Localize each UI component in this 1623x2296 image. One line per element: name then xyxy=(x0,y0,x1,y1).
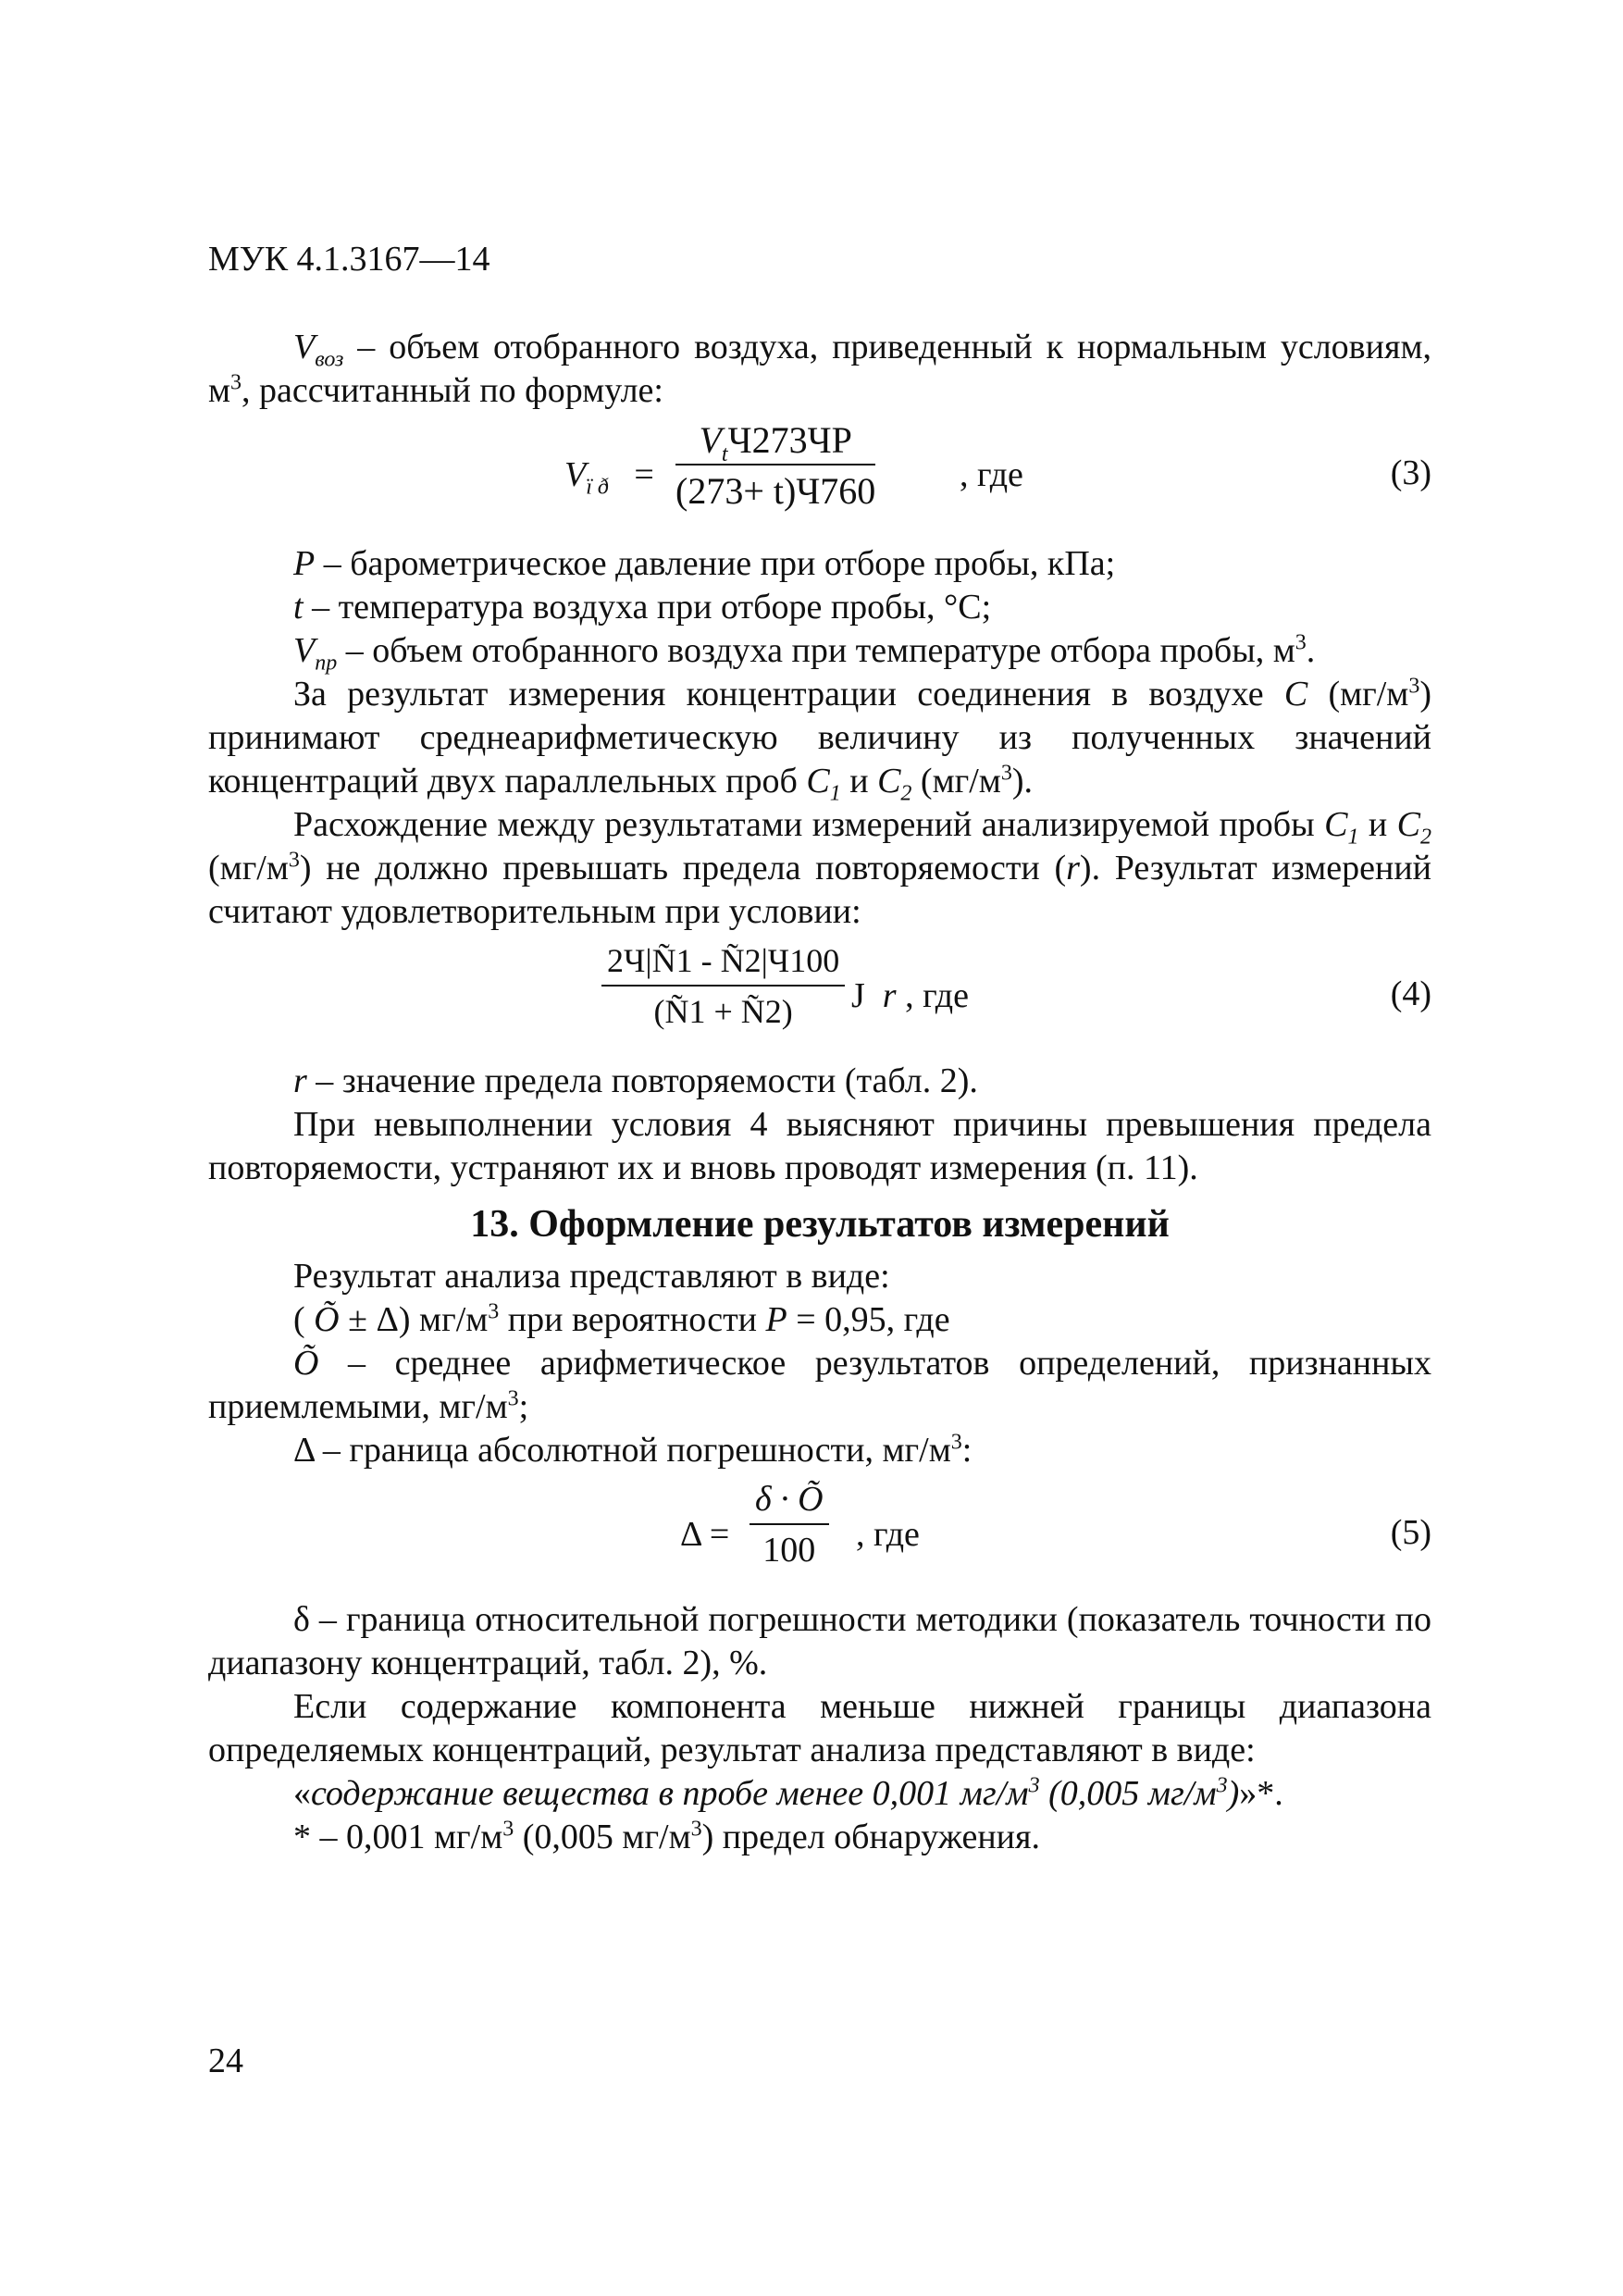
text: ± Δ) мг/м xyxy=(339,1300,489,1339)
superscript: 3 xyxy=(1295,630,1307,655)
formula-number: (3) xyxy=(1390,453,1431,492)
text: содержание вещества в пробе менее 0,001 мг/м xyxy=(311,1774,1029,1813)
text: – объем отобранного воздуха при температуре отбора пробы, м xyxy=(337,631,1295,670)
text: – объем отобранного воздуха, приведенный к нормальным условиям, м xyxy=(208,328,1431,410)
text: ) не должно превышать предела повторяемости ( xyxy=(299,849,1067,887)
superscript: 3 xyxy=(507,1386,519,1411)
text: ) xyxy=(1227,1774,1240,1813)
numerator: δ · Õ xyxy=(750,1478,829,1525)
paragraph-less: Если содержание компонента меньше нижней границы диапазона определяемых концентраций, результат анализа представляют в виде: xyxy=(208,1687,1431,1769)
text: – значение предела повторяемости (табл. 2). xyxy=(306,1061,978,1100)
symbol-c1: С xyxy=(806,762,830,800)
definition-delta xyxy=(208,1429,1431,1472)
text: Δ – граница абсолютной погрешности, мг/м xyxy=(293,1431,951,1470)
definition-delta-small: δ – граница относительной погрешности методики (показатель точности по диапазону концентраций, табл. 2), %. xyxy=(208,1600,1431,1682)
paragraph-fail: При невыполнении условия 4 выясняют причины превышения предела повторяемости, устраняют их и вновь проводят измерения (п. 11). xyxy=(208,1105,1431,1187)
text: – барометрическое давление при отборе пробы, кПа; xyxy=(315,544,1116,583)
text: (мг/м xyxy=(1307,675,1409,714)
text: »*. xyxy=(1239,1774,1283,1813)
numerator: 2Ч|Ñ1 - Ñ2|Ч100 xyxy=(601,939,845,987)
subscript: 1 xyxy=(1347,825,1359,850)
formula-lhs: Δ = xyxy=(680,1515,730,1554)
document-code: МУК 4.1.3167—14 xyxy=(208,240,490,279)
text: и xyxy=(1358,805,1397,844)
numerator xyxy=(675,418,875,465)
superscript: 3 xyxy=(1216,1773,1228,1798)
subscript: 1 xyxy=(829,781,841,806)
text: (мг/м xyxy=(208,849,289,887)
symbol-c2: С xyxy=(1396,805,1420,844)
definition-t xyxy=(208,586,1431,629)
formula-5 xyxy=(208,1478,1431,1582)
text: « xyxy=(293,1774,311,1813)
denominator: 100 xyxy=(762,1531,816,1570)
subscript-voz: воз xyxy=(315,347,344,372)
paragraph-result xyxy=(208,673,1431,806)
symbol-t: t xyxy=(293,588,304,627)
text: ) предел обнаружения. xyxy=(701,1818,1040,1856)
subscript: 2 xyxy=(900,781,912,806)
symbol-x-bar: Õ xyxy=(293,1344,319,1383)
fraction xyxy=(601,939,845,1034)
superscript: 3 xyxy=(488,1299,500,1324)
paragraph-difference xyxy=(208,803,1431,934)
subscript-t: t xyxy=(721,442,728,466)
subscript: ï ð xyxy=(586,475,609,500)
paragraph-quote xyxy=(208,1772,1431,1816)
symbol-v: V xyxy=(293,328,316,366)
text: . xyxy=(1306,631,1316,670)
superscript: 3 xyxy=(1028,1773,1040,1798)
definition-x xyxy=(208,1342,1431,1429)
text: (0,005 мг/м xyxy=(514,1818,691,1856)
symbol-v: V xyxy=(293,631,316,670)
text: : xyxy=(961,1431,973,1470)
formula-3 xyxy=(208,418,1431,529)
symbol-c: С xyxy=(1283,675,1308,714)
denominator: (273+ t)Ч760 xyxy=(675,470,876,512)
definition-r xyxy=(208,1060,1431,1103)
formula-suffix: , где xyxy=(960,455,1023,494)
symbol-r: r xyxy=(1066,849,1080,887)
text: ; xyxy=(518,1387,529,1426)
fraction xyxy=(750,1478,829,1572)
symbol-r: r xyxy=(293,1061,307,1100)
denominator: (Ñ1 + Ñ2) xyxy=(653,993,793,1030)
text: За результат измерения концентрации соединения в воздухе xyxy=(293,675,1284,714)
formula-relation xyxy=(851,974,969,1018)
paragraph-note xyxy=(208,1816,1431,1859)
text: ). xyxy=(1011,762,1033,800)
symbol-p: Р xyxy=(765,1300,787,1339)
equals-sign: = xyxy=(634,455,654,494)
superscript: 3 xyxy=(1000,761,1012,786)
text: (мг/м xyxy=(911,762,1001,800)
text: – температура воздуха при отборе пробы, °С; xyxy=(303,588,992,627)
symbol-r: r xyxy=(882,976,897,1015)
definition-p xyxy=(208,542,1431,586)
symbol-c2: С xyxy=(877,762,901,800)
formula-number: (4) xyxy=(1390,974,1431,1013)
section-heading: 13. Оформление результатов измерений xyxy=(470,1203,1170,1246)
formula-suffix: , где xyxy=(856,1515,920,1554)
text: * – 0,001 мг/м xyxy=(293,1818,503,1856)
text: , рассчитанный по формуле: xyxy=(242,371,663,410)
formula-lhs xyxy=(564,453,654,500)
symbol-x-bar: Õ xyxy=(314,1300,340,1339)
subscript: 2 xyxy=(1420,825,1431,850)
text: ) принимают среднеарифметическую величину из полученных значений концентраций двух параллельных проб xyxy=(208,675,1431,800)
symbol-v: V xyxy=(699,419,722,461)
definition-vpr xyxy=(208,629,1431,676)
page-body xyxy=(208,326,1431,1859)
superscript: 3 xyxy=(1408,674,1420,699)
page-number: 24 xyxy=(208,2042,243,2080)
symbol-p: P xyxy=(293,544,316,583)
formula-4 xyxy=(208,939,1431,1052)
text: при вероятности xyxy=(499,1300,766,1339)
symbol-v: V xyxy=(564,455,587,494)
text: – среднее арифметическое результатов определений, признанных приемлемыми, мг/м xyxy=(208,1344,1431,1426)
subscript-pr: пр xyxy=(315,651,338,676)
symbol-c1: С xyxy=(1324,805,1348,844)
relation-symbol: J xyxy=(851,976,865,1015)
text: ( xyxy=(293,1300,315,1339)
text: и xyxy=(840,762,878,800)
formula-suffix: , где xyxy=(905,976,969,1015)
numerator-rest: Ч273ЧP xyxy=(727,419,852,461)
superscript: 3 xyxy=(690,1817,702,1842)
text: Расхождение между результатами измерений анализируемой пробы xyxy=(293,805,1325,844)
paragraph-form-expression xyxy=(208,1298,1431,1342)
formula-number: (5) xyxy=(1390,1513,1431,1552)
paragraph-form: Результат анализа представляют в виде: xyxy=(293,1257,890,1296)
superscript: 3 xyxy=(950,1430,962,1455)
text: = 0,95, где xyxy=(787,1300,950,1339)
fraction xyxy=(675,418,875,513)
paragraph-vvoz xyxy=(208,326,1431,413)
text: ). Результат измерений считают удовлетворительным при условии: xyxy=(208,849,1431,931)
superscript: 3 xyxy=(230,370,242,395)
superscript: 3 xyxy=(288,848,300,873)
superscript: 3 xyxy=(502,1817,514,1842)
text: (0,005 мг/м xyxy=(1039,1774,1217,1813)
